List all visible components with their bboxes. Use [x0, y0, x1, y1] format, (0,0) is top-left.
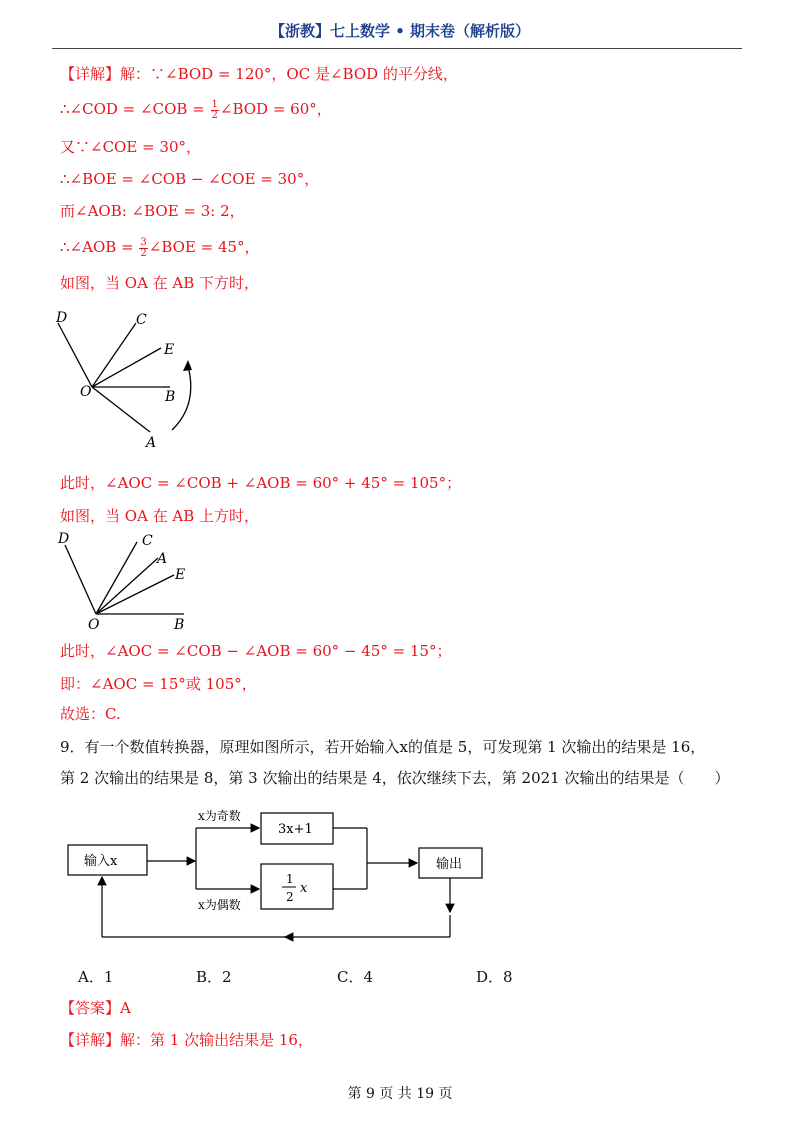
- odd-operation-text: 3x+1: [278, 822, 313, 837]
- fraction-one-half: [211, 100, 219, 121]
- label-d: D: [58, 531, 70, 547]
- solution-line-2-suffix: ∠BOD = 60°，: [219, 100, 332, 118]
- even-op-numerator: 1: [286, 872, 294, 886]
- fraction-numerator: 3: [140, 236, 147, 248]
- solution-line-9: 如图，当 OA 在 AB 上方时，: [60, 507, 260, 525]
- solution-line-6-suffix: ∠BOE = 45°，: [148, 238, 260, 256]
- solution-line-11: 即：∠AOC = 15°或 105°，: [60, 675, 257, 693]
- solution-line-2-prefix: ∴∠COD = ∠COB =: [60, 100, 210, 118]
- label-b: B: [174, 617, 185, 633]
- solution-line-2: [60, 99, 332, 121]
- answer-detail-line: 【详解】解：第 1 次输出结果是 16，: [60, 1031, 313, 1049]
- fraction-denominator: 2: [211, 109, 218, 121]
- even-op-denominator: 2: [286, 890, 294, 904]
- label-b: B: [165, 389, 176, 405]
- label-e: E: [175, 567, 186, 583]
- solution-line-8: 此时，∠AOC = ∠COB + ∠AOB = 60° + 45° = 105°；: [60, 474, 462, 492]
- label-o: O: [88, 617, 100, 633]
- fraction-denominator: 2: [140, 247, 147, 259]
- even-branch-label: x为偶数: [198, 898, 241, 912]
- solution-line-1: 【详解】解：∵∠BOD = 120°，OC 是∠BOD 的平分线，: [60, 65, 458, 83]
- solution-line-4: ∴∠BOE = ∠COB − ∠COE = 30°，: [60, 170, 320, 188]
- even-op-variable: x: [300, 881, 308, 896]
- label-o: O: [80, 384, 92, 400]
- question-9-line-2: 第 2 次输出的结果是 8，第 3 次输出的结果是 4，依次继续下去，第 2021 次输出的结果是（ ）: [60, 769, 730, 787]
- answer-line: 【答案】A: [60, 999, 131, 1017]
- label-e: E: [164, 342, 175, 358]
- solution-line-6-prefix: ∴∠AOB =: [60, 238, 139, 256]
- even-operation-box: [261, 864, 333, 909]
- label-d: D: [56, 310, 68, 326]
- header-divider: [52, 48, 742, 49]
- page-number-footer: 第 9 页 共 19 页: [347, 1086, 453, 1102]
- label-a: A: [146, 435, 157, 451]
- question-9-line-1: 9．有一个数值转换器，原理如图所示，若开始输入x的值是 5，可发现第 1 次输出的结果是 16，: [60, 738, 706, 756]
- solution-line-7: 如图，当 OA 在 AB 下方时，: [60, 274, 260, 292]
- odd-branch-label: x为奇数: [198, 809, 241, 823]
- number-converter-flowchart: [60, 800, 500, 950]
- solution-line-12: 故选：C.: [60, 705, 121, 723]
- angle-figure-oa-above: [50, 525, 220, 635]
- solution-line-10: 此时，∠AOC = ∠COB − ∠AOB = 60° − 45° = 15°；: [60, 642, 452, 660]
- option-c: C．4: [337, 968, 374, 986]
- input-label: 输入x: [84, 854, 118, 869]
- option-d: D．8: [476, 968, 513, 986]
- solution-line-6: [60, 237, 260, 259]
- angle-figure-oa-below: [50, 300, 220, 460]
- solution-line-3: 又∵∠COE = 30°，: [60, 138, 201, 156]
- solution-line-5: 而∠AOB: ∠BOE = 3: 2，: [60, 202, 245, 220]
- fraction-three-halves: [139, 238, 147, 259]
- output-label: 输出: [436, 857, 463, 872]
- label-c: C: [142, 533, 153, 549]
- fraction-numerator: 1: [211, 98, 218, 110]
- label-c: C: [136, 312, 147, 328]
- page-header-title: 【浙教】七上数学 • 期末卷（解析版）: [269, 22, 531, 40]
- option-a: A．1: [78, 968, 114, 986]
- label-a: A: [157, 551, 168, 567]
- rotation-arrow-icon: [183, 360, 192, 371]
- option-b: B．2: [196, 968, 232, 986]
